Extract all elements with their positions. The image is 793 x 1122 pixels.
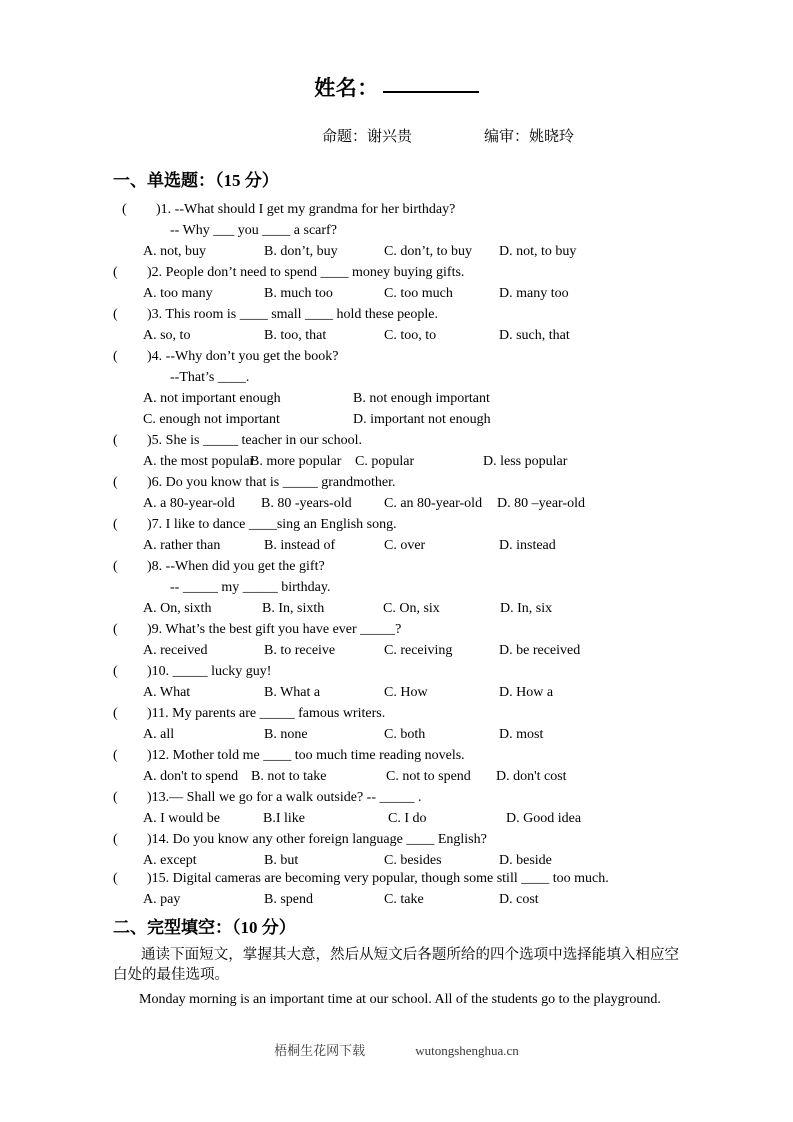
option-10-b[interactable]: B. What a xyxy=(264,685,321,700)
answer-paren-2[interactable]: ( xyxy=(113,265,118,280)
option-3-b[interactable]: B. too, that xyxy=(264,328,327,343)
option-row-2 xyxy=(143,287,569,301)
option-2-b[interactable]: B. much too xyxy=(264,286,333,301)
option-row-14 xyxy=(143,854,552,868)
question-stem-9: ( )9. What’s the best gift you have ever _____? xyxy=(113,622,402,637)
option-12-a[interactable]: A. don't to spend xyxy=(143,769,239,784)
option-15-d[interactable]: D. cost xyxy=(499,892,539,907)
question-stem-13: ( )13.— Shall we go for a walk outside? -- _____ . xyxy=(113,790,422,805)
option-row-13 xyxy=(143,812,581,826)
question-stem-15: ( )15. Digital cameras are becoming very popular, though some still ____ too much. xyxy=(113,871,609,886)
option-row-12 xyxy=(143,770,567,784)
option-1-a[interactable]: A. not, buy xyxy=(143,244,206,259)
option-1-b[interactable]: B. don’t, buy xyxy=(264,244,338,259)
option-row-10 xyxy=(143,686,553,700)
reviewer-label: 编审：姚晓玲 xyxy=(484,129,575,145)
option-row-11 xyxy=(143,728,543,742)
option-12-d[interactable]: D. don't cost xyxy=(496,769,567,784)
student-name-label: 姓名： xyxy=(314,76,379,100)
option-15-b[interactable]: B. spend xyxy=(264,892,313,907)
section-heading-cloze: 二、完型填空：（10 分） xyxy=(113,918,296,937)
footer-watermark xyxy=(0,1040,793,1059)
option-row-8 xyxy=(143,602,552,616)
answer-paren-7[interactable]: ( xyxy=(113,517,118,532)
question-stem-11: ( )11. My parents are _____ famous writers. xyxy=(113,706,386,721)
option-4-c[interactable]: C. enough not important xyxy=(143,412,280,427)
answer-paren-13[interactable]: ( xyxy=(113,790,118,805)
answer-paren-15[interactable]: ( xyxy=(113,871,118,886)
option-9-b[interactable]: B. to receive xyxy=(264,643,336,658)
option-6-d[interactable]: D. 80 –year-old xyxy=(497,496,585,511)
option-row-1 xyxy=(143,245,576,259)
question-stem-6: ( )6. Do you know that is _____ grandmother. xyxy=(113,475,396,490)
option-row-4-top xyxy=(143,392,490,406)
option-5-b[interactable]: B. more popular xyxy=(250,454,342,469)
question-stem-4: ( )4. --Why don’t you get the book? xyxy=(113,349,339,364)
cloze-passage: Monday morning is an important time at our school. All of the students go to the playground. xyxy=(139,992,661,1007)
question-stem-3: ( )3. This room is ____ small ____ hold these people. xyxy=(113,307,438,322)
answer-paren-8[interactable]: ( xyxy=(113,559,118,574)
question-stem-5: ( )5. She is _____ teacher in our school. xyxy=(113,433,363,448)
option-7-c[interactable]: C. over xyxy=(384,538,426,553)
question-stem-2: ( )2. People don’t need to spend ____ money buying gifts. xyxy=(113,265,465,280)
question-stem-10: ( )10. _____ lucky guy! xyxy=(113,664,272,679)
option-4-d[interactable]: D. important not enough xyxy=(353,412,491,427)
option-14-b[interactable]: B. but xyxy=(264,853,299,868)
option-10-a[interactable]: A. What xyxy=(143,685,191,700)
student-name-blank[interactable] xyxy=(383,91,479,93)
option-1-c[interactable]: C. don’t, to buy xyxy=(384,244,473,259)
option-11-c[interactable]: C. both xyxy=(384,727,426,742)
option-7-d[interactable]: D. instead xyxy=(499,538,556,553)
option-7-a[interactable]: A. rather than xyxy=(143,538,221,553)
option-8-b[interactable]: B. In, sixth xyxy=(262,601,325,616)
option-8-c[interactable]: C. On, six xyxy=(383,601,440,616)
question-continuation-4: --That’s ____. xyxy=(170,370,250,385)
option-9-d[interactable]: D. be received xyxy=(499,643,581,658)
answer-paren-3[interactable]: ( xyxy=(113,307,118,322)
option-4-a[interactable]: A. not important enough xyxy=(143,391,281,406)
option-13-b[interactable]: B.I like xyxy=(263,811,305,826)
option-9-a[interactable]: A. received xyxy=(143,643,208,658)
option-row-7 xyxy=(143,539,556,553)
option-row-6 xyxy=(143,497,585,511)
option-3-d[interactable]: D. such, that xyxy=(499,328,570,343)
footer-site-name: 梧桐生花网下载 xyxy=(274,1043,366,1058)
option-row-9 xyxy=(143,644,580,658)
option-2-c[interactable]: C. too much xyxy=(384,286,453,301)
answer-paren-12[interactable]: ( xyxy=(113,748,118,763)
option-5-c[interactable]: C. popular xyxy=(355,454,415,469)
cloze-instruction: 通读下面短文，掌握其大意，然后从短文后各题所给的四个选项中选择能填入相应空白处的最佳选项。 xyxy=(113,947,679,983)
answer-paren-4[interactable]: ( xyxy=(113,349,118,364)
option-row-4-bottom xyxy=(143,413,491,427)
student-name-field-row xyxy=(0,72,793,102)
option-15-c[interactable]: C. take xyxy=(384,892,424,907)
question-stem-14: ( )14. Do you know any other foreign language ____ English? xyxy=(113,832,487,847)
option-3-a[interactable]: A. so, to xyxy=(143,328,191,343)
footer-site-url: wutongshenghua.cn xyxy=(415,1043,519,1058)
answer-paren-11[interactable]: ( xyxy=(113,706,118,721)
option-6-c[interactable]: C. an 80-year-old xyxy=(384,496,483,511)
answer-paren-14[interactable]: ( xyxy=(113,832,118,847)
question-continuation-1: -- Why ___ you ____ a scarf? xyxy=(170,223,337,238)
option-2-d[interactable]: D. many too xyxy=(499,286,569,301)
option-12-b[interactable]: B. not to take xyxy=(251,769,327,784)
option-6-b[interactable]: B. 80 -years-old xyxy=(261,496,352,511)
answer-paren-5[interactable]: ( xyxy=(113,433,118,448)
option-14-a[interactable]: A. except xyxy=(143,853,197,868)
option-13-a[interactable]: A. I would be xyxy=(143,811,220,826)
answer-paren-1[interactable]: ( xyxy=(122,202,127,217)
author-label: 命题：谢兴贵 xyxy=(322,129,413,145)
option-5-d[interactable]: D. less popular xyxy=(483,454,568,469)
option-10-d[interactable]: D. How a xyxy=(499,685,554,700)
question-stem-1: ( )1. --What should I get my grandma for her birthday? xyxy=(122,202,456,217)
option-2-a[interactable]: A. too many xyxy=(143,286,213,301)
option-11-b[interactable]: B. none xyxy=(264,727,308,742)
answer-paren-10[interactable]: ( xyxy=(113,664,118,679)
option-9-c[interactable]: C. receiving xyxy=(384,643,453,658)
option-11-d[interactable]: D. most xyxy=(499,727,544,742)
option-13-c[interactable]: C. I do xyxy=(388,811,427,826)
option-10-c[interactable]: C. How xyxy=(384,685,428,700)
option-14-d[interactable]: D. beside xyxy=(499,853,552,868)
option-15-a[interactable]: A. pay xyxy=(143,892,181,907)
question-continuation-8: -- _____ my _____ birthday. xyxy=(170,580,331,595)
option-row-5 xyxy=(143,455,567,469)
option-11-a[interactable]: A. all xyxy=(143,727,175,742)
question-stem-12: ( )12. Mother told me ____ too much time reading novels. xyxy=(113,748,465,763)
option-1-d[interactable]: D. not, to buy xyxy=(499,244,577,259)
option-8-a[interactable]: A. On, sixth xyxy=(143,601,212,616)
option-8-d[interactable]: D. In, six xyxy=(500,601,553,616)
option-7-b[interactable]: B. instead of xyxy=(264,538,336,553)
option-row-15 xyxy=(143,893,539,907)
option-4-b[interactable]: B. not enough important xyxy=(353,391,490,406)
credits-row xyxy=(322,125,574,146)
option-12-c[interactable]: C. not to spend xyxy=(386,769,471,784)
section-heading-multiple-choice: 一、单选题：（15 分） xyxy=(113,171,279,190)
option-row-3 xyxy=(143,329,570,343)
option-14-c[interactable]: C. besides xyxy=(384,853,442,868)
option-3-c[interactable]: C. too, to xyxy=(384,328,437,343)
option-13-d[interactable]: D. Good idea xyxy=(506,811,582,826)
option-6-a[interactable]: A. a 80-year-old xyxy=(143,496,235,511)
answer-paren-6[interactable]: ( xyxy=(113,475,118,490)
answer-paren-9[interactable]: ( xyxy=(113,622,118,637)
option-5-a[interactable]: A. the most popular xyxy=(143,454,255,469)
question-stem-7: ( )7. I like to dance ____sing an English song. xyxy=(113,517,397,532)
question-stem-8: ( )8. --When did you get the gift? xyxy=(113,559,325,574)
